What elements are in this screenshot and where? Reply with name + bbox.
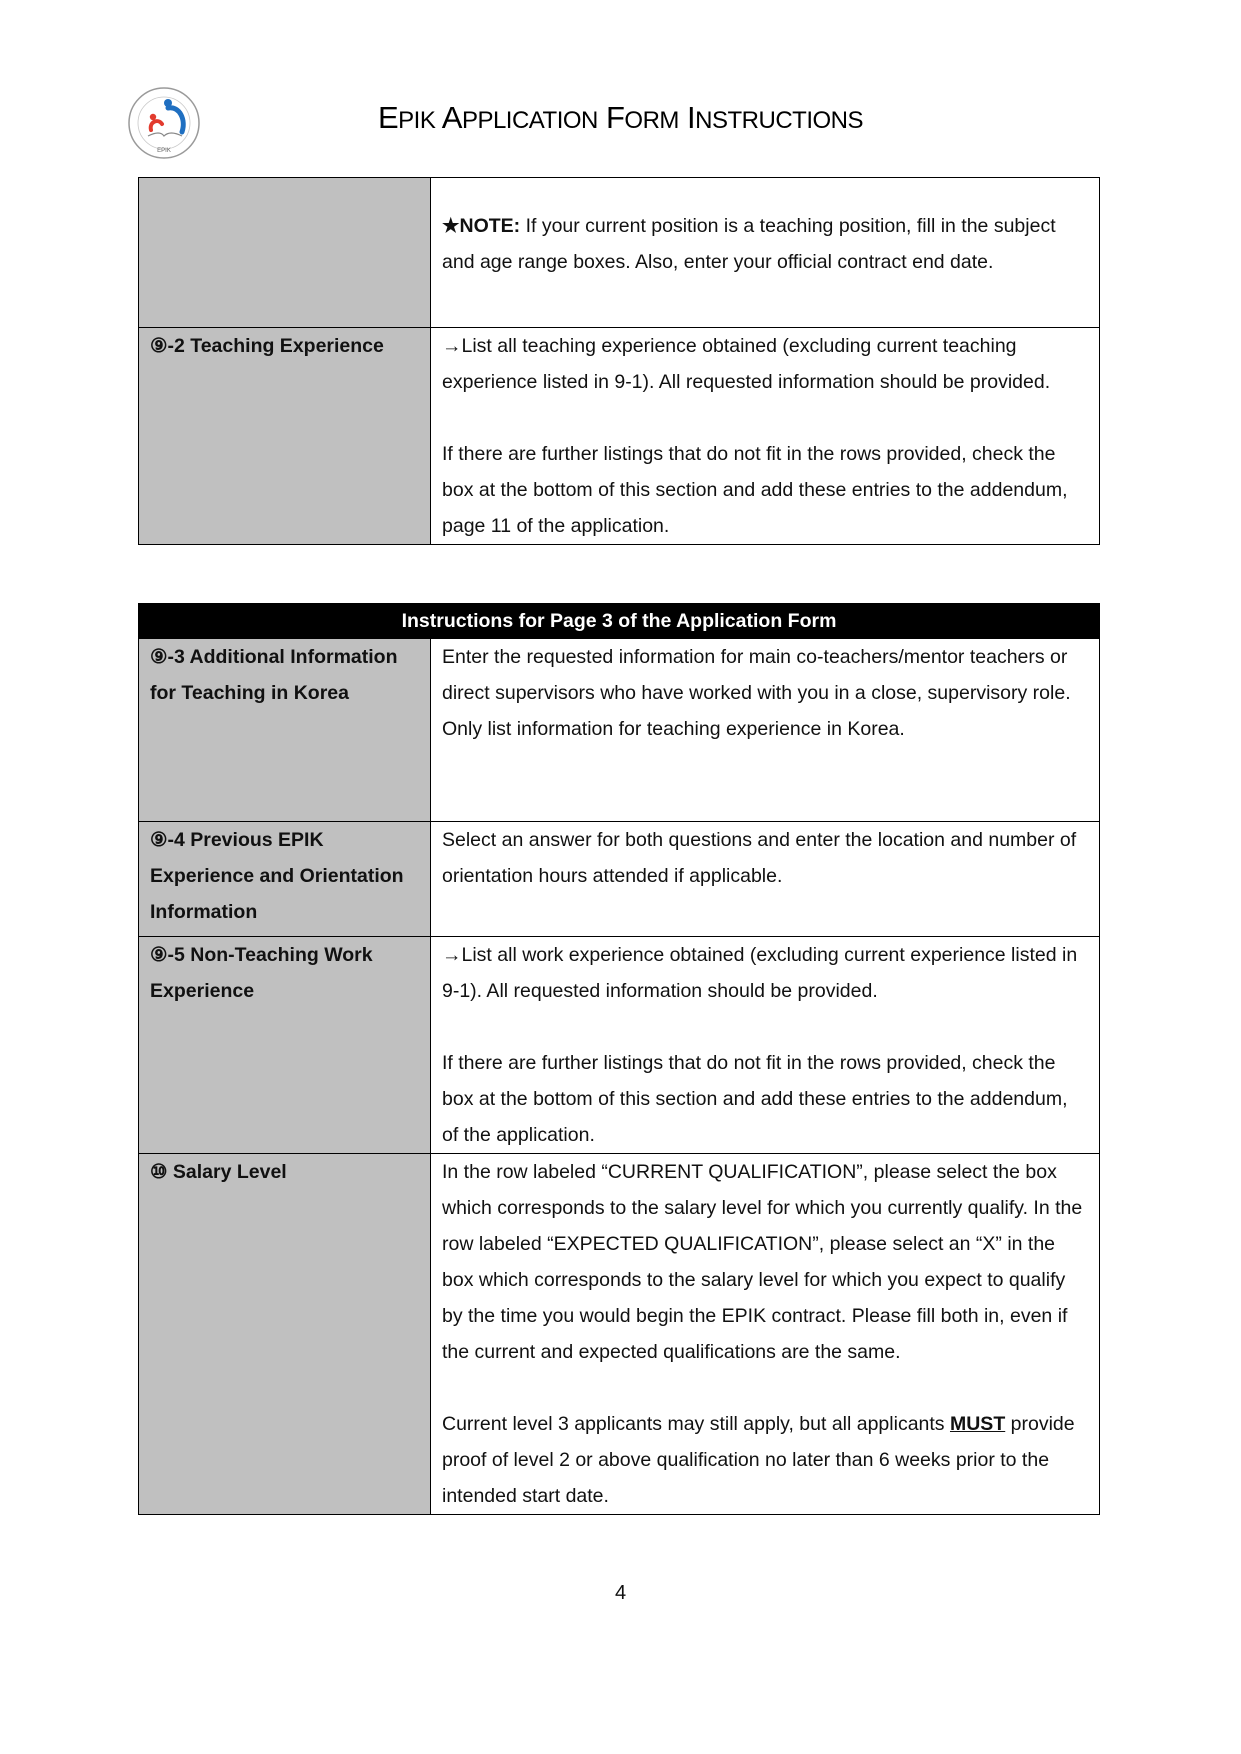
instructions-table-page-3 xyxy=(138,603,1100,1515)
row-description xyxy=(431,937,1100,1154)
title-word: FORM xyxy=(605,100,679,135)
row-description xyxy=(431,639,1100,822)
text: provide proof of level 2 or above qualification no later than 6 weeks prior to the intended start date. xyxy=(442,1413,1075,1507)
row-label: ⑨-5 Non-Teaching Work Experience xyxy=(139,937,431,1154)
row-description xyxy=(431,822,1100,937)
paragraph: In the row labeled “CURRENT QUALIFICATION”, please select the box which corresponds to the salary level for which you currently qualify. In the row labeled “EXPECTED QUALIFICATION”, please select an “X” in the box which corresponds to the salary level for which you expect to qualify by the time you would begin the EPIK contract. Please fill both in, even if the current and expected qualifications are the same. xyxy=(442,1161,1083,1363)
table-row xyxy=(139,178,1100,328)
row-label: ⑨-2 Teaching Experience xyxy=(139,328,431,545)
paragraph: →List all work experience obtained (excluding current experience listed in 9-1). All requested information should be provided. xyxy=(442,944,1078,1002)
paragraph: Select an answer for both questions and enter the location and number of orientation hours attended if applicable. xyxy=(442,829,1077,887)
paragraph: Enter the requested information for main co-teachers/mentor teachers or direct supervisors who have worked with you in a close, supervisory role. Only list information for teaching experience in Korea. xyxy=(442,646,1071,740)
paragraph: →List all teaching experience obtained (excluding current teaching experience listed in 9-1). All requested information should be provided. xyxy=(442,335,1051,393)
paragraph xyxy=(442,1406,1088,1514)
instructions-table-continued xyxy=(138,177,1100,545)
title-word: EPIK xyxy=(377,100,436,135)
row-label: ⑩ Salary Level xyxy=(139,1154,431,1515)
emphasis-must: MUST xyxy=(949,1413,1006,1435)
table-row xyxy=(139,639,1100,822)
table-row xyxy=(139,328,1100,545)
note-text: If your current position is a teaching position, fill in the subject and age range boxes. Also, enter your official contract end date. xyxy=(442,215,1056,273)
table-row xyxy=(139,937,1100,1154)
paragraph: If there are further listings that do not fit in the rows provided, check the box at the bottom of this section and add these entries to the addendum, of the application. xyxy=(442,1052,1068,1146)
note-prefix: ★NOTE: xyxy=(442,215,521,237)
row-description xyxy=(431,178,1100,328)
row-label xyxy=(139,178,431,328)
section-header-row xyxy=(139,604,1100,639)
section-header: Instructions for Page 3 of the Application Form xyxy=(139,604,1100,639)
title-word: INSTRUCTIONS xyxy=(687,100,864,135)
page-number: 4 xyxy=(614,1582,627,1604)
svg-text:EPIK: EPIK xyxy=(157,148,171,154)
row-description xyxy=(431,328,1100,545)
table-row xyxy=(139,1154,1100,1515)
row-label: ⑨-4 Previous EPIK Experience and Orientation Information xyxy=(139,822,431,937)
title-word: APPLICATION xyxy=(441,100,598,135)
page-title xyxy=(0,100,1241,136)
row-label: ⑨-3 Additional Information for Teaching in Korea xyxy=(139,639,431,822)
paragraph: If there are further listings that do not fit in the rows provided, check the box at the bottom of this section and add these entries to the addendum, page 11 of the application. xyxy=(442,443,1068,537)
table-row xyxy=(139,822,1100,937)
text: Current level 3 applicants may still apply, but all applicants xyxy=(442,1413,950,1435)
row-description xyxy=(431,1154,1100,1515)
